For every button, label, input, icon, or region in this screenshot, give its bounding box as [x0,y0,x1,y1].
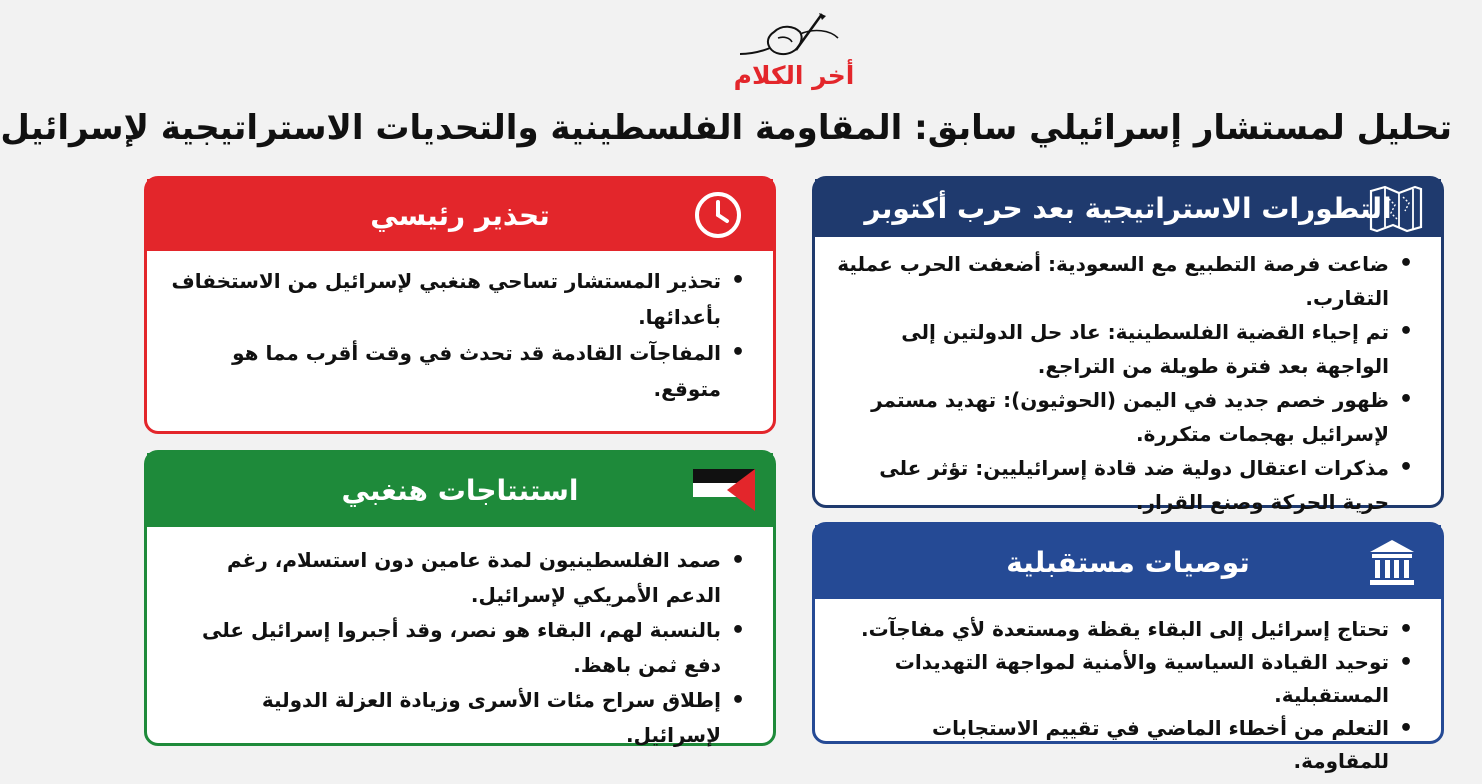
list-item: • مذكرات اعتقال دولية ضد قادة إسرائيليين: تؤثر على حرية الحركة وصنع القرار. [833,451,1413,519]
list-item: • ظهور خصم جديد في اليمن (الحوثيون): تهديد مستمر لإسرائيل بهجمات متكررة. [833,383,1413,451]
conclusions-card-header [147,453,773,527]
map-icon [1361,179,1431,237]
page-title: تحليل لمستشار إسرائيلي سابق: المقاومة الفلسطينية والتحديات الاستراتيجية لإسرائيل [0,108,1452,148]
recommendations-list [833,613,1413,778]
clock-icon [683,179,753,251]
recommendations-card-title: توصيات مستقبلية [1006,545,1250,579]
list-item: • تحتاج إسرائيل إلى البقاء يقظة ومستعدة لأي مفاجآت. [833,613,1413,646]
list-item: • بالنسبة لهم، البقاء هو نصر، وقد أجبروا إسرائيل على دفع ثمن باهظ. [165,613,745,683]
list-item: • التعلم من أخطاء الماضي في تقييم الاستجابات للمقاومة. [833,712,1413,778]
warning-list [165,263,745,407]
writing-hand-icon [734,10,844,65]
list-item: • توحيد القيادة السياسية والأمنية لمواجهة التهديدات المستقبلية. [833,646,1413,712]
conclusions-list [165,543,745,753]
institution-building-icon [1357,525,1427,599]
warning-card-header [147,179,773,251]
brand-logo [106,10,1482,90]
list-item: • إطلاق سراح مئات الأسرى وزيادة العزلة الدولية لإسرائيل. [165,683,745,753]
list-item: • تم إحياء القضية الفلسطينية: عاد حل الدولتين إلى الواجهة بعد فترة طويلة من التراجع. [833,315,1413,383]
list-item: • صمد الفلسطينيون لمدة عامين دون استسلام، رغم الدعم الأمريكي لإسرائيل. [165,543,745,613]
recommendations-card [812,522,1444,773]
developments-card-header [815,179,1441,237]
conclusions-card-title: استنتاجات هنغبي [341,473,579,507]
conclusions-card [144,450,776,746]
list-item: • ضاعت فرصة التطبيع مع السعودية: أضعفت الحرب عملية التقارب. [833,247,1413,315]
developments-list [833,247,1413,519]
list-item: • المفاجآت القادمة قد تحدث في وقت أقرب مما هو متوقع. [165,335,745,407]
palestine-flag-icon [689,453,759,527]
warning-card-title: تحذير رئيسي [370,198,550,232]
developments-card-title: التطورات الاستراتيجية بعد حرب أكتوبر [864,191,1392,225]
brand-name: أخر الكلام [733,61,855,90]
list-item: • تحذير المستشار تساحي هنغبي لإسرائيل من الاستخفاف بأعدائها. [165,263,745,335]
developments-card [812,176,1444,514]
warning-card [144,176,776,434]
recommendations-card-header [815,525,1441,599]
